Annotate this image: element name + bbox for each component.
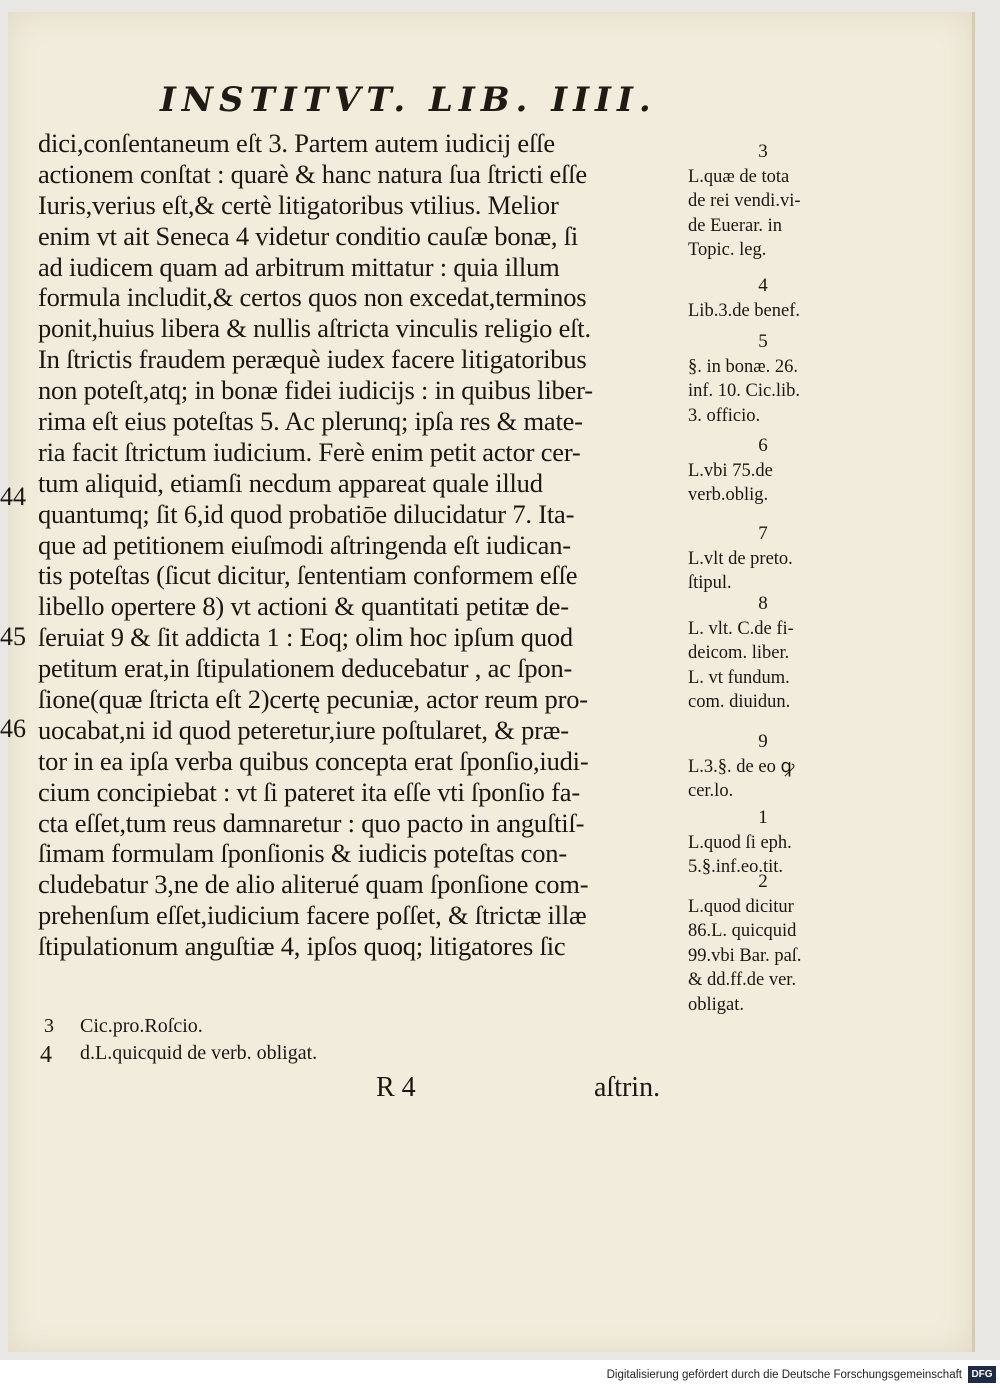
- side-note-line: 99.vbi Bar. paſ.: [688, 945, 802, 966]
- main-text-line: Iuris,verius eſt,& certè litigatoribus vtilius. Melior: [38, 189, 559, 220]
- side-note-line: L.quæ de tota: [688, 166, 790, 187]
- side-note: [688, 522, 838, 596]
- main-text-line: tor in ea ipſa verba quibus concepta erat ſponſio,iudi-: [38, 745, 589, 776]
- main-text-line: rima eſt eius poteſtas 5. Ac plerunq; ipſa res & mate-: [38, 406, 583, 437]
- side-note-number: 7: [758, 523, 768, 544]
- main-text-line: actionem conſtat : quarè & hanc natura ſua ſtricti eſſe: [38, 158, 587, 189]
- main-text-line: In ſtrictis fraudem peræquè iudex facere litigatoribus: [38, 344, 587, 375]
- main-text-line: cludebatur 3,ne de alio aliterué quam ſponſione com-: [38, 869, 589, 900]
- running-title: INSTITVT. LIB. IIII.: [160, 80, 657, 120]
- side-note-line: L.vbi 75.de: [688, 460, 773, 481]
- side-note: [688, 330, 838, 428]
- side-note-line: ſtipul.: [688, 573, 732, 593]
- side-note: [688, 870, 838, 1017]
- side-note-number: 9: [758, 731, 768, 752]
- main-text-line: enim vt ait Seneca 4 videtur conditio cauſæ bonæ, ſi: [38, 220, 579, 251]
- side-note-line: L.quod dicitur: [688, 896, 794, 917]
- main-text-line: uocabat,ni id quod peteretur,iure poſtularet, & præ-: [38, 714, 569, 745]
- side-note-line: L. vlt. C.de fi-: [688, 618, 794, 639]
- side-note-line: Topic. leg.: [688, 240, 767, 260]
- side-note-line: L.quod ſi eph.: [688, 832, 792, 853]
- side-note: [688, 806, 838, 880]
- side-note-line: com. diuidun.: [688, 692, 791, 712]
- side-note-line: L.vlt de preto.: [688, 548, 793, 569]
- side-note: [688, 592, 838, 715]
- footnote-4-text: d.L.quicquid de verb. obligat.: [80, 1042, 318, 1064]
- main-text-line: ſeruiat 9 & ſit addicta 1 : Eoq; olim hoc ipſum quod: [38, 622, 573, 653]
- side-note-number: 3: [758, 141, 768, 162]
- main-text-line: libello opertere 8) vt actioni & quantitati petitæ de-: [38, 591, 569, 622]
- footer-credit: Digitalisierung gefördert durch die Deutsche Forschungsgemeinschaft: [606, 1369, 962, 1381]
- side-note-line: deicom. liber.: [688, 643, 790, 663]
- main-text-line: tis poteſtas (ſicut dicitur, ſententiam conformem eſſe: [38, 560, 578, 591]
- main-text-line: dici,conſentaneum eſt 3. Partem autem iudicij eſſe: [38, 128, 555, 158]
- side-note-line: §. in bonæ. 26.: [688, 356, 798, 377]
- main-text-line: cta eſſet,tum reus damnaretur : quo pacto in anguſtiſ-: [38, 807, 585, 838]
- main-text-line: ria facit ſtrictum iudicium. Ferè enim petit actor cer-: [38, 436, 581, 467]
- side-note-number: 1: [758, 807, 768, 828]
- side-note-line: verb.oblig.: [688, 485, 769, 505]
- side-note-line: L. vt fundum.: [688, 667, 790, 688]
- main-text-line: petitum erat,in ſtipulationem deducebatur , ac ſpon-: [38, 653, 573, 684]
- side-note-line: 3. officio.: [688, 405, 761, 426]
- margin-number-44: 44: [0, 482, 26, 511]
- side-note-line: de rei vendi.vi-: [688, 191, 801, 211]
- main-text-line: ſimam formulam ſponſionis & iudicis poteſtas con-: [38, 838, 567, 869]
- margin-number-45: 45: [0, 622, 26, 651]
- main-text-line: ad iudicem quam ad arbitrum mittatur : quia illum: [38, 251, 560, 282]
- main-text-block: [38, 128, 688, 962]
- side-note: [688, 730, 838, 804]
- side-note-line: L.3.§. de eo ꝙ: [688, 756, 795, 777]
- side-note: [688, 140, 838, 263]
- side-note: [688, 274, 838, 323]
- main-text-line: tum aliquid, etiamſi necdum appareat quale illud: [38, 467, 543, 498]
- side-note: [688, 434, 838, 508]
- footnote-4-number: 4: [40, 1042, 52, 1068]
- side-note-line: 86.L. quicquid: [688, 921, 797, 941]
- margin-number-46: 46: [0, 714, 26, 743]
- side-note-line: inf. 10. Cic.lib.: [688, 381, 801, 401]
- side-note-number: 2: [758, 871, 768, 892]
- catchword: aſtrin.: [594, 1072, 661, 1103]
- main-text-line: ſione(quæ ſtricta eſt 2)certę pecuniæ, actor reum pro-: [38, 684, 588, 715]
- main-text-line: que ad petitionem eiuſmodi aſtringenda eſt iudican-: [38, 529, 571, 560]
- side-note-number: 4: [758, 275, 768, 296]
- main-text-line: ſtipulationum anguſtiæ 4, ipſos quoq; litigatores ſic: [38, 931, 566, 962]
- side-note-line: cer.lo.: [688, 781, 734, 801]
- main-text-line: formula includit,& certos quos non excedat,terminos: [38, 282, 587, 313]
- main-text-line: cium concipiebat : vt ſi pateret ita eſſe vti ſponſio fa-: [38, 776, 580, 807]
- side-note-number: 5: [758, 331, 768, 352]
- side-note-line: obligat.: [688, 994, 745, 1015]
- side-note-number: 8: [758, 593, 768, 614]
- footnote-3-number: 3: [44, 1015, 54, 1037]
- side-note-line: de Euerar. in: [688, 215, 782, 236]
- footnote-3-text: Cic.pro.Roſcio.: [80, 1015, 203, 1037]
- main-text-line: quantumq; ſit 6,id quod probatiōe dilucidatur 7. Ita-: [38, 498, 575, 529]
- main-text-line: non poteſt,atq; in bonæ fidei iudicijs : in quibus liber-: [38, 375, 593, 406]
- main-text-line: prehenſum eſſet,iudicium facere poſſet, & ſtrictæ illæ: [38, 900, 587, 931]
- signature-mark: R 4: [376, 1072, 416, 1103]
- side-note-number: 6: [758, 435, 768, 456]
- dfg-logo: DFG: [968, 1366, 996, 1383]
- main-text-line: ponit,huius libera & nullis aſtricta vinculis religio eſt.: [38, 313, 591, 344]
- side-note-line: & dd.ff.de ver.: [688, 970, 797, 990]
- side-note-line: Lib.3.de benef.: [688, 300, 800, 321]
- side-note-line: 5.§.inf.eo.tit.: [688, 857, 784, 877]
